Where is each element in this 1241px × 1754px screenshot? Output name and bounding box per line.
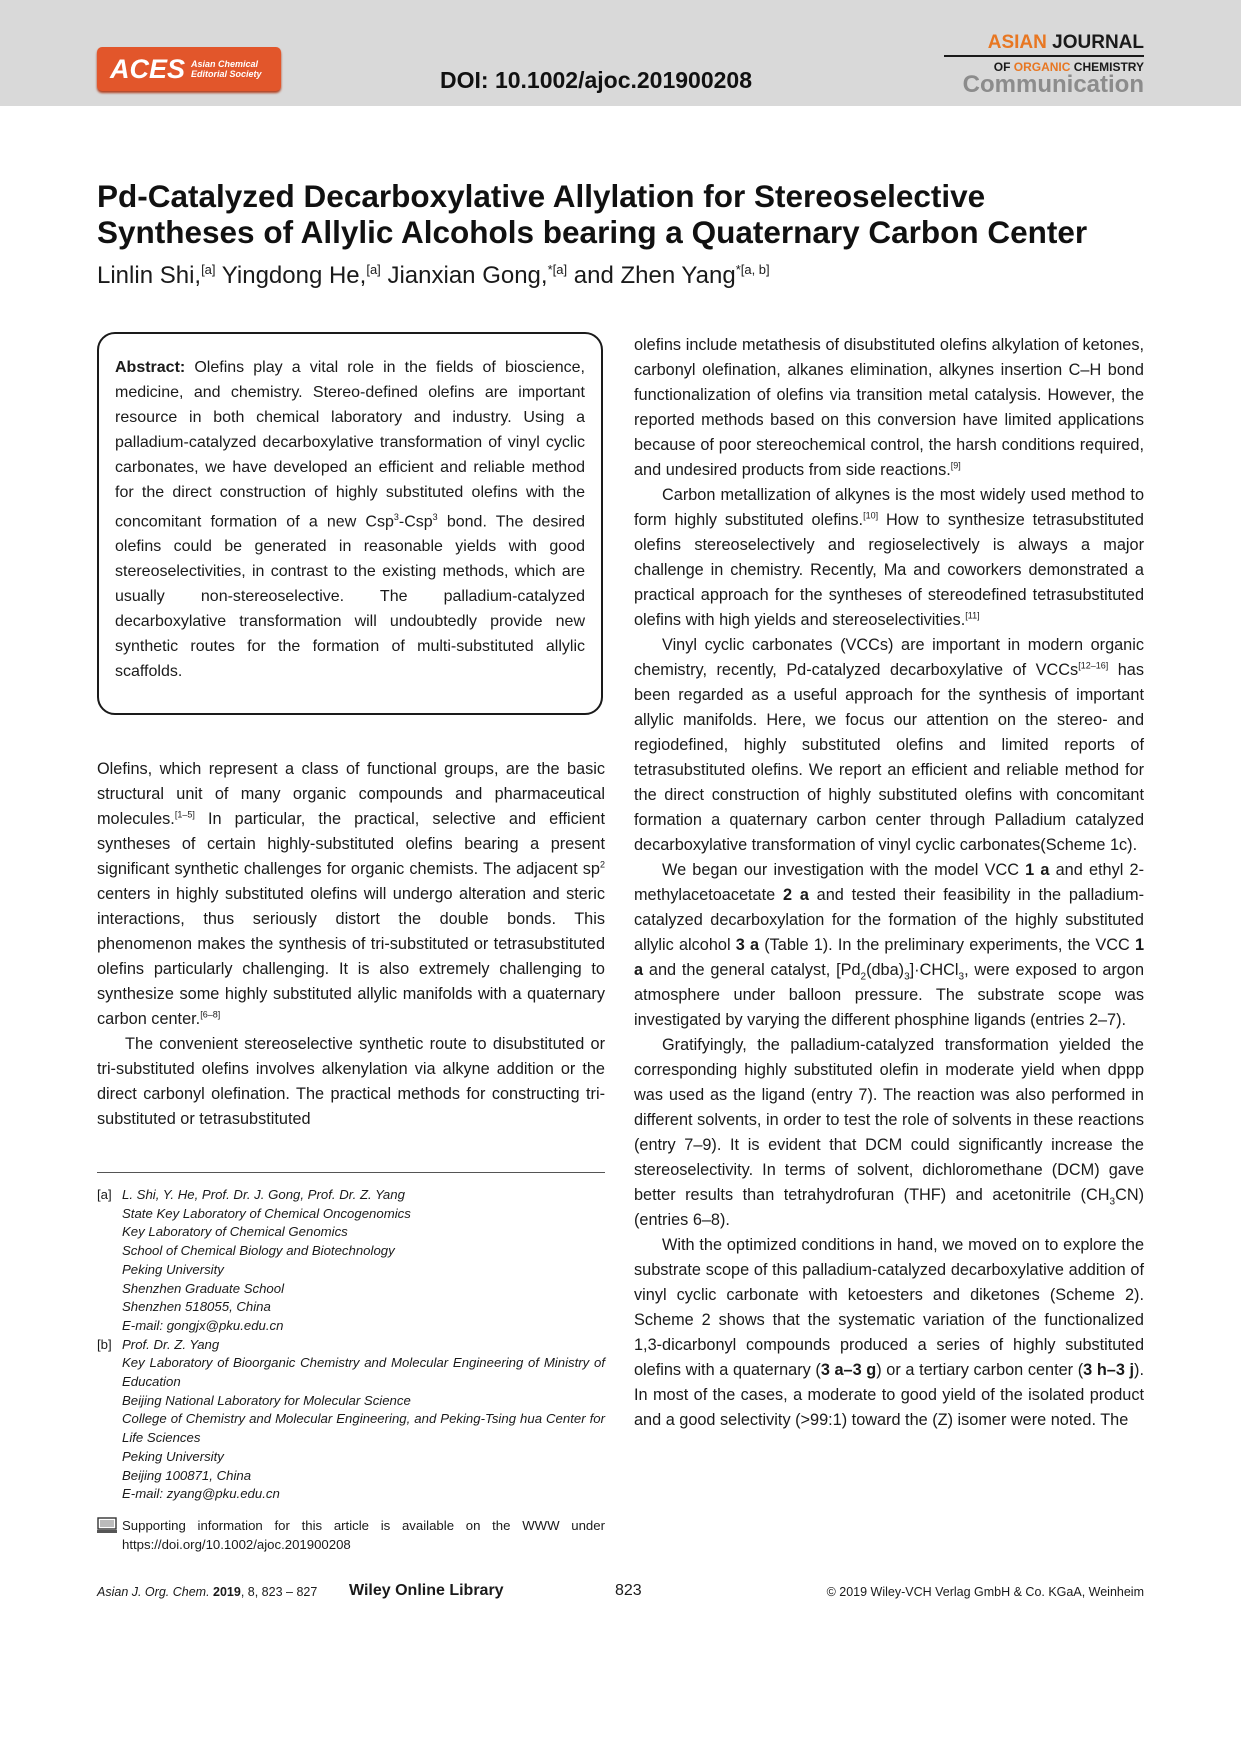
affiliation-a: [a] L. Shi, Y. He, Prof. Dr. J. Gong, Prof. Dr. Z. Yang State Key Laboratory of Chemical Oncogenomics Key Laboratory of Chemical Genomics School of Chemical Biology and Biotechnology Peking University Shenzhen Graduate School Shenzhen 518055, China E-mail: gongjx@pku.edu.cn [97, 1186, 605, 1336]
right-column-body [634, 333, 1144, 1433]
paragraph: Vinyl cyclic carbonates (VCCs) are important in modern organic chemistry, recently, Pd-catalyzed decarboxylative of VCCs[12–16] has been regarded as a useful approach for the synthesis of important allylic manifolds. Here, we focus our attention on the stereo- and regiodefined, highly substituted olefins and limited reports of tetrasubstituted olefins. We report an efficient and reliable method for the direct construction of highly substituted olefins with concomitant formation a quaternary carbon center through Palladium catalyzed decarboxylative transformation of vinyl cyclic carbonates(Scheme 1c). [634, 636, 1144, 854]
abstract-box [97, 332, 603, 715]
publisher-logo-sub: Asian Chemical Editorial Society [191, 59, 262, 79]
paragraph: With the optimized conditions in hand, we moved on to explore the substrate scope of this palladium-catalyzed decarboxylative addition of vinyl cyclic carbonate with ketoesters and diketones (Scheme 2). Scheme 2 shows that the systematic variation of the functionalized 1,3-dicarbonyl compounds produced a series of highly substituted olefins with a quaternary (3 a–3 g) or a tertiary carbon center (3 h–3 j). In most of the cases, a moderate to good yield of the isolated product and a good selectivity (>99:1) toward the (Z) isomer were noted. The [634, 1236, 1144, 1429]
email-link[interactable]: E-mail: gongjx@pku.edu.cn [122, 1317, 284, 1333]
footnote-divider [97, 1172, 605, 1173]
affiliations [97, 1186, 605, 1504]
supporting-info-note [97, 1517, 605, 1554]
citation: Asian J. Org. Chem. 2019, 8, 823 – 827 [97, 1585, 318, 1599]
computer-icon [97, 1517, 122, 1554]
paragraph: Olefins, which represent a class of functional groups, are the basic structural unit of many organic compounds and pharmaceutical molecules.[1–5] In particular, the practical, selective and efficient syntheses of certain highly-substituted olefins bearing a present significant synthetic challenges for organic chemists. The adjacent $sp^2$ centers in highly substituted olefins will undergo alteration and steric interactions, thus seriously distort the double bonds. This phenomenon makes the synthesis of tri-substituted or tetrasubstituted olefins particularly challenging. It is also extremely challenging to synthesize some highly substituted allylic manifolds with a quaternary carbon center.[6–8] [97, 760, 605, 1028]
paragraph: Carbon metallization of alkynes is the most widely used method to form highly substituted olefins.[10] How to synthesize tetrasubstituted olefins stereoselectively and regioselectively is always a major challenge in chemistry. Recently, Ma and coworkers demonstrated a practical approach for the syntheses of stereodefined tetrasubstituted olefins with high yields and stereoselectivities.[11] [634, 486, 1144, 629]
wiley-online-library-link[interactable]: Wiley Online Library [349, 1582, 504, 1599]
supporting-info-link[interactable]: Supporting information for this article is available on the WWW under https://doi.org/10.1002/ajoc.201900208 [122, 1518, 605, 1552]
publisher-logo [97, 47, 281, 91]
page-number: 823 [615, 1582, 642, 1599]
article-type: Communication [962, 71, 1144, 98]
left-column-body [97, 757, 605, 1132]
abstract-text: Abstract: Olefins play a vital role in the fields of bioscience, medicine, and chemistry. Stereo-defined olefins are important resource in both chemical laboratory and industry. Using a palladium-catalyzed decarboxylative transformation of vinyl cyclic carbonates, we have developed an efficient and reliable method for the direct construction of highly substituted olefins with the concomitant formation of a new Csp$^3$-Csp$^3$ bond. The desired olefins could be generated in reasonable yields with good stereoselectivities, in contrast to the existing methods, which are usually non-stereoselective. The palladium-catalyzed decarboxylative transformation will undoubtedly provide new synthetic routes for the formation of multi-substituted allylic scaffolds. [115, 359, 585, 681]
author-list: Linlin Shi,[a] Yingdong He,[a] Jianxian Gong,$^{*[a]}$ and Zhen Yang$^{*[a, b]}$ [97, 262, 770, 289]
paragraph: Gratifyingly, the palladium-catalyzed transformation yielded the corresponding highly substituted olefin in moderate yield when dppp was used as the ligand (entry 7). The reaction was also performed in different solvents, in order to test the role of solvents in these reactions (entry 7–9). It is evident that DCM could significantly increase the stereoselectivity. In terms of solvent, dichloromethane (DCM) gave better results than tetrahydrofuran (THF) and acetonitrile $(CH_3CN)$ (entries 6–8). [634, 1036, 1144, 1229]
email-link[interactable]: E-mail: zyang@pku.edu.cn [122, 1486, 280, 1502]
doi[interactable]: DOI: 10.1002/ajoc.201900208 [440, 67, 753, 93]
journal-logo: ASIAN JOURNAL OF ORGANIC CHEMISTRY Communication [944, 33, 1144, 96]
paragraph: olefins include metathesis of disubstituted olefins alkylation of ketones, carbonyl olefination, alkanes elimination, alkynes insertion C–H bond functionalization of olefins via transition metal catalysis. However, the reported methods based on this conversion have limited applications because of poor stereochemical control, the harsh conditions required, and undesired products from side reactions.[9] [634, 336, 1144, 479]
paragraph: The convenient stereoselective synthetic route to disubstituted or tri-substituted olefins involves alkenylation via alkyne addition or the direct carbonyl olefination. The practical methods for constructing tri-substituted or tetrasubstituted [97, 1035, 605, 1128]
article-title: Pd-Catalyzed Decarboxylative Allylation for Stereoselective Syntheses of Allylic Alcohols bearing a Quaternary Carbon Center [97, 178, 1088, 250]
affiliation-b: [b] Prof. Dr. Z. Yang Key Laboratory of Bioorganic Chemistry and Molecular Engineering of Ministry of Education Beijing National Laboratory for Molecular Science College of Chemistry and Molecular Engineering, and Peking-Tsing hua Center for Life Sciences Peking University Beijing 100871, China E-mail: zyang@pku.edu.cn [97, 1336, 605, 1504]
paragraph: We began our investigation with the model VCC 1 a and ethyl 2-methylacetoacetate 2 a and tested their feasibility in the palladium-catalyzed decarboxylation for the formation of the highly substituted allylic alcohol 3 a (Table 1). In the preliminary experiments, the VCC 1 a and the general catalyst, $[Pd_2(dba)_3]\cdot CHCl_3$, were exposed to argon atmosphere under balloon pressure. The substrate scope was investigated by varying the different phosphine ligands (entries 2–7). [634, 861, 1145, 1029]
page-footer [97, 1582, 1144, 1606]
publisher-logo-main: ACES [110, 53, 186, 84]
copyright: © 2019 Wiley-VCH Verlag GmbH & Co. KGaA, Weinheim [826, 1585, 1144, 1599]
